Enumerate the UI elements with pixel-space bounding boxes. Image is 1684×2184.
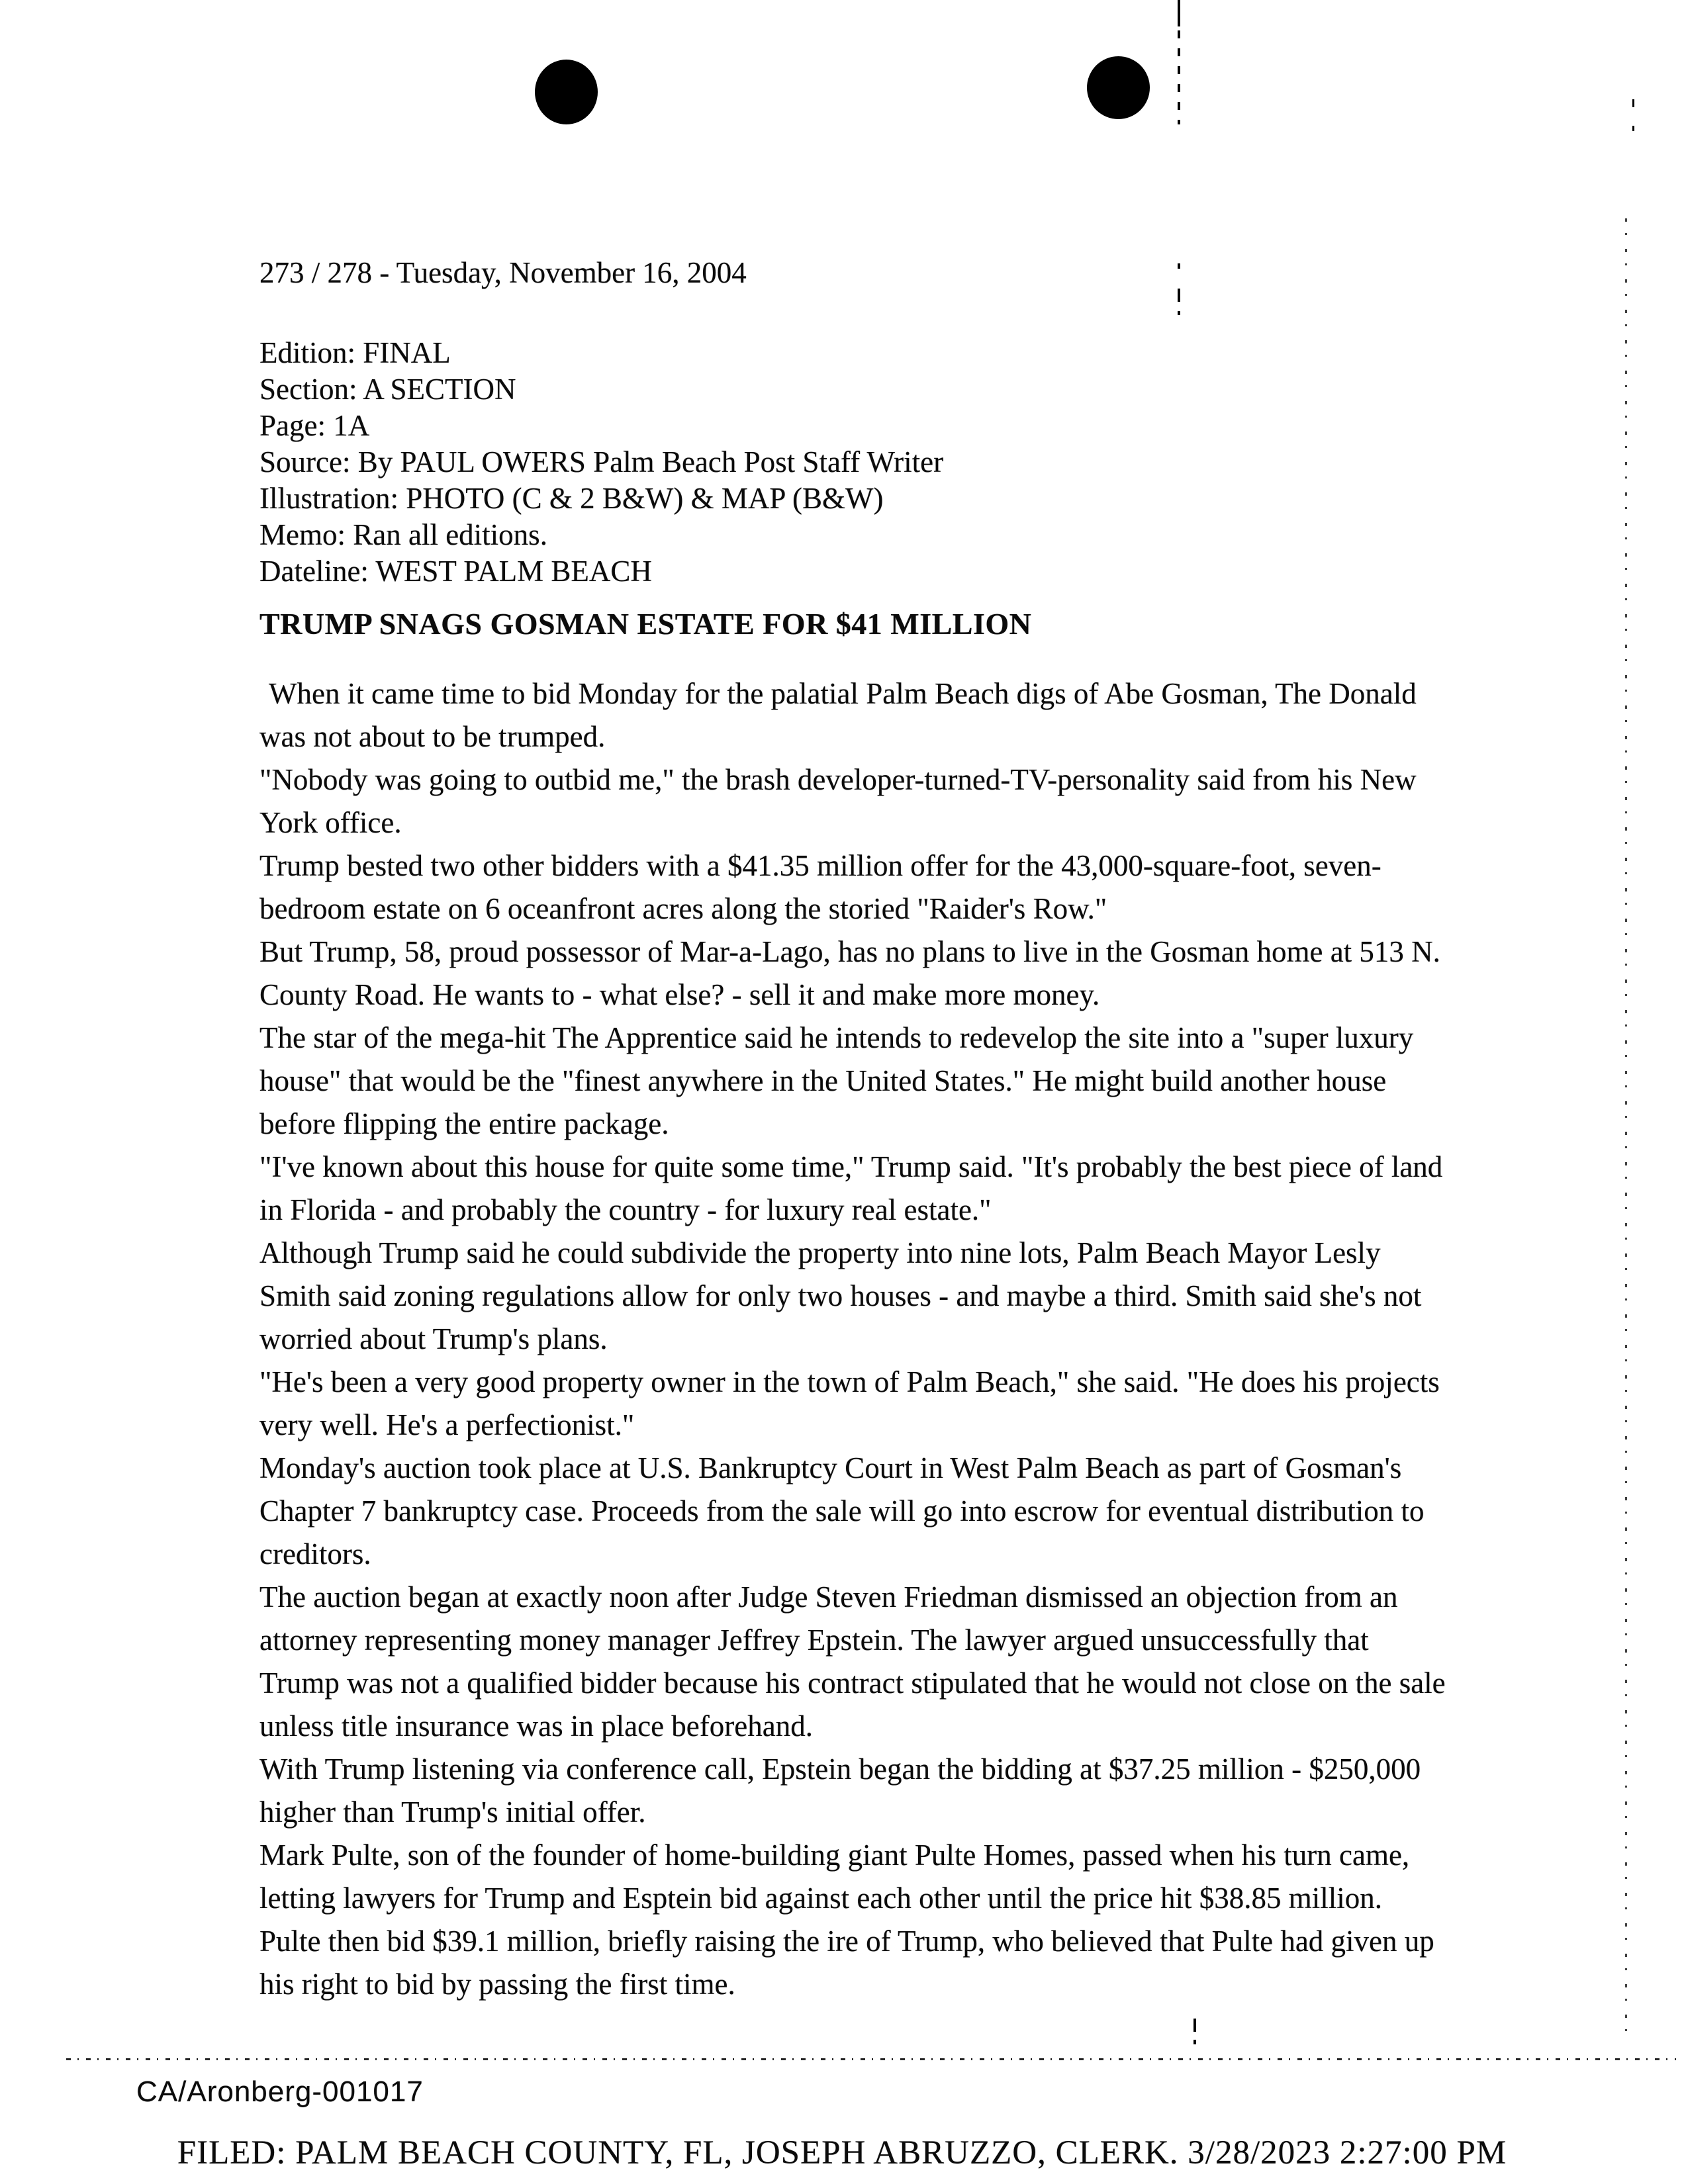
article-body: [259, 672, 1448, 2006]
meta-section: Section: A SECTION: [259, 373, 516, 406]
article-paragraph-1: When it came time to bid Monday for the palatial Palm Beach digs of Abe Gosman, The Donald was not about to be trumped.: [259, 677, 1417, 753]
scan-artifact-dash: [1178, 289, 1180, 302]
scan-artifact-vertical-dashes: [1178, 30, 1180, 124]
dotted-separator-line: [66, 2058, 1676, 2060]
page-number-date-line: 273 / 278 - Tuesday, November 16, 2004: [259, 256, 747, 289]
article-paragraph-2: "Nobody was going to outbid me," the brash developer-turned-TV-personality said from his New York office.: [259, 763, 1417, 839]
article-paragraph-4: But Trump, 58, proud possessor of Mar-a-Lago, has no plans to live in the Gosman home at 513 N. County Road. He wants to - what else? - sell it and make more money.: [259, 935, 1440, 1011]
scan-artifact-dash: [1193, 2019, 1196, 2032]
article-metadata-block: [259, 335, 943, 590]
article-paragraph-12: Mark Pulte, son of the founder of home-building giant Pulte Homes, passed when his turn came, letting lawyers for Trump and Esptein bid against each other until the price hit $38.85 million.: [259, 1839, 1410, 1915]
hole-punch-right-mark: [1087, 56, 1150, 119]
scan-artifact-dot: [1178, 263, 1180, 269]
article-headline: TRUMP SNAGS GOSMAN ESTATE FOR $41 MILLION: [259, 607, 1032, 641]
meta-page: Page: 1A: [259, 409, 370, 442]
meta-edition: Edition: FINAL: [259, 336, 451, 369]
article-paragraph-3: Trump bested two other bidders with a $41.35 million offer for the 43,000-square-foot, seven-bedroom estate on 6 oceanfront acres along the storied "Raider's Row.": [259, 849, 1381, 925]
article-paragraph-13: Pulte then bid $39.1 million, briefly raising the ire of Trump, who believed that Pulte had given up his right to bid by passing the first time.: [259, 1925, 1434, 2001]
scan-artifact-edge-dash: [1632, 99, 1634, 107]
meta-dateline: Dateline: WEST PALM BEACH: [259, 555, 652, 588]
article-paragraph-8: "He's been a very good property owner in the town of Palm Beach," she said. "He does his projects very well. He's a perfectionist.": [259, 1365, 1440, 1441]
scan-artifact-dot: [1178, 311, 1180, 315]
scan-artifact-dot: [1193, 2040, 1196, 2044]
meta-source: Source: By PAUL OWERS Palm Beach Post Staff Writer: [259, 445, 944, 478]
meta-memo: Memo: Ran all editions.: [259, 518, 547, 551]
article-paragraph-10: The auction began at exactly noon after Judge Steven Friedman dismissed an objection from an attorney representing money manager Jeffrey Epstein. The lawyer argued unsuccessfully that Trump was not a qualified bidder because his contract stipulated that he would not close on the sale unless title insurance was in place beforehand.: [259, 1580, 1446, 1743]
article-paragraph-5: The star of the mega-hit The Apprentice said he intends to redevelop the site into a "super luxury house" that would be the "finest anywhere in the United States." He might build another house before flipping the entire package.: [259, 1021, 1414, 1140]
hole-punch-left-mark: [535, 60, 598, 124]
article-paragraph-11: With Trump listening via conference call, Epstein began the bidding at $37.25 million - $250,000 higher than Trump's initial offer.: [259, 1752, 1421, 1829]
scan-artifact-vertical-line: [1178, 0, 1180, 26]
article-paragraph-6: "I've known about this house for quite some time," Trump said. "It's probably the best piece of land in Florida - and probably the country - for luxury real estate.": [259, 1150, 1443, 1226]
article-paragraph-7: Although Trump said he could subdivide the property into nine lots, Palm Beach Mayor Lesly Smith said zoning regulations allow for only two houses - and maybe a third. Smith said she's not worried about Trump's plans.: [259, 1236, 1422, 1355]
scan-artifact-edge-dash: [1632, 126, 1634, 131]
bates-number-stamp: CA/Aronberg-001017: [136, 2075, 424, 2108]
article-paragraph-9: Monday's auction took place at U.S. Bankruptcy Court in West Palm Beach as part of Gosman's Chapter 7 bankruptcy case. Proceeds from the sale will go into escrow for eventual distribution to creditors.: [259, 1451, 1425, 1570]
scan-artifact-right-edge-noise: [1625, 218, 1627, 2038]
court-filed-stamp: FILED: PALM BEACH COUNTY, FL, JOSEPH ABRUZZO, CLERK. 3/28/2023 2:27:00 PM: [177, 2134, 1507, 2171]
meta-illustration: Illustration: PHOTO (C & 2 B&W) & MAP (B&W): [259, 482, 884, 515]
